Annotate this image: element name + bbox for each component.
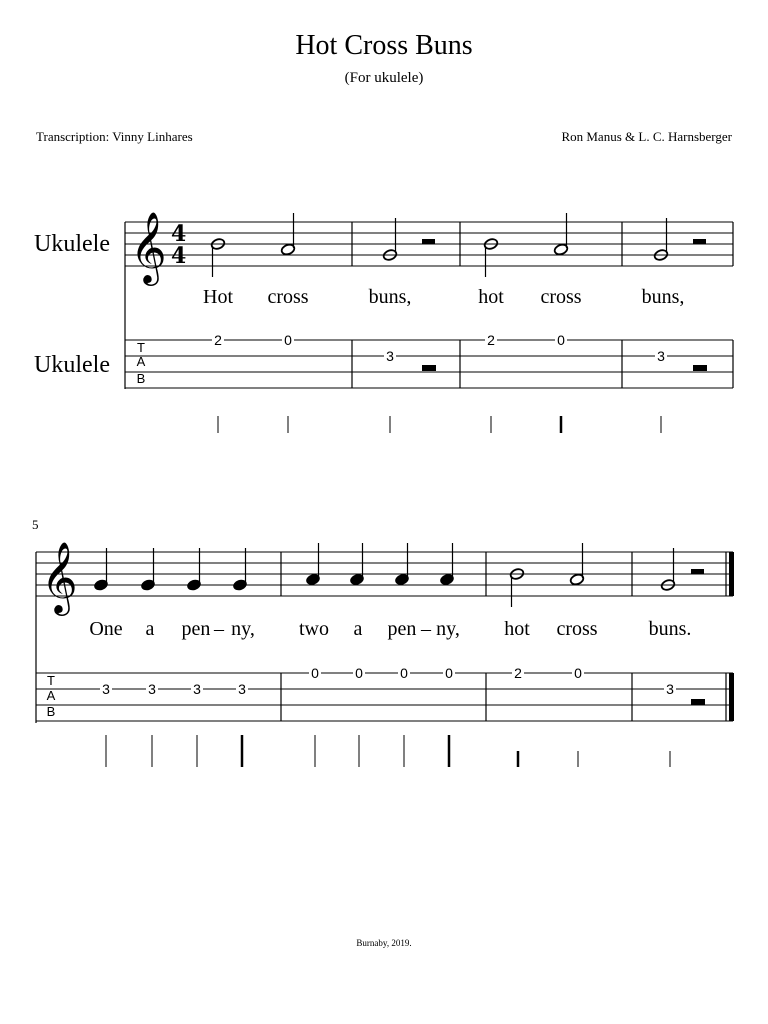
fret-number: 2 bbox=[514, 665, 522, 681]
tab-letter-t: T bbox=[137, 340, 145, 355]
tab-staff-label: Ukulele bbox=[34, 352, 110, 378]
note-a-half bbox=[569, 543, 584, 586]
fret-number: 0 bbox=[574, 665, 582, 681]
lyric-syllable: cross bbox=[556, 618, 598, 640]
fret-number: 2 bbox=[487, 332, 495, 348]
note-b-half bbox=[210, 238, 225, 277]
score-subtitle: (For ukulele) bbox=[344, 70, 424, 86]
tab-clef bbox=[47, 673, 56, 719]
lyric-syllable: ny, bbox=[231, 618, 255, 640]
tab-frets-line-2 bbox=[100, 665, 676, 697]
lyrics-line-1 bbox=[203, 286, 684, 308]
tab-half-rest bbox=[691, 699, 705, 705]
fret-number: 0 bbox=[284, 332, 292, 348]
tab-letter-b: B bbox=[46, 704, 56, 719]
tab-staff-lines bbox=[36, 673, 733, 721]
tab-letter-t: T bbox=[47, 673, 55, 688]
half-rest bbox=[422, 239, 435, 244]
quarter-notes-a bbox=[305, 543, 454, 586]
measure-number: 5 bbox=[32, 517, 39, 532]
note-a-half bbox=[553, 213, 568, 256]
fret-number: 3 bbox=[238, 681, 246, 697]
system-2 bbox=[32, 517, 734, 767]
lyric-syllable: buns, bbox=[641, 286, 685, 308]
fret-number: 0 bbox=[557, 332, 565, 348]
half-rest bbox=[693, 239, 706, 244]
note-a-half bbox=[280, 213, 295, 256]
lyric-syllable: Hot bbox=[203, 286, 233, 308]
tab-letter-a: A bbox=[46, 688, 56, 703]
score-title: Hot Cross Buns bbox=[295, 30, 473, 61]
lyric-syllable: cross bbox=[540, 286, 582, 308]
tab-barlines bbox=[352, 340, 733, 388]
tab-frets-line-1 bbox=[212, 332, 667, 364]
fret-number: 3 bbox=[148, 681, 156, 697]
footer-note: Burnaby, 2019. bbox=[356, 938, 412, 948]
standard-staff-label: Ukulele bbox=[34, 231, 110, 257]
treble-clef-icon: 𝄞 bbox=[130, 210, 167, 283]
fret-number: 3 bbox=[657, 348, 665, 364]
tab-half-rest bbox=[693, 365, 707, 371]
lyric-syllable: One bbox=[89, 618, 123, 640]
fret-number: 2 bbox=[214, 332, 222, 348]
lyric-syllable: hot bbox=[504, 618, 530, 640]
treble-clef-icon: 𝄞 bbox=[41, 540, 78, 613]
time-signature bbox=[171, 221, 186, 269]
final-barline bbox=[729, 673, 734, 721]
fret-number: 0 bbox=[445, 665, 453, 681]
lyric-syllable: cross bbox=[267, 286, 309, 308]
composer-credit: Ron Manus & L. C. Harnsberger bbox=[561, 129, 732, 144]
lyric-syllable: buns, bbox=[368, 286, 412, 308]
fret-number: 0 bbox=[355, 665, 363, 681]
lyrics-line-2 bbox=[89, 618, 691, 640]
lyric-syllable: two bbox=[299, 618, 329, 640]
rhythm-stems-2 bbox=[106, 735, 670, 767]
fret-number: 3 bbox=[666, 681, 674, 697]
time-signature-top: 4 bbox=[171, 221, 187, 247]
standard-staff-lines bbox=[36, 552, 733, 596]
lyric-syllable: a bbox=[145, 618, 155, 640]
fret-number: 3 bbox=[102, 681, 110, 697]
system-1 bbox=[34, 210, 733, 433]
tab-half-rest bbox=[422, 365, 436, 371]
lyric-syllable: pen bbox=[387, 618, 417, 640]
note-b-half bbox=[483, 238, 498, 277]
fret-number: 3 bbox=[386, 348, 394, 364]
tab-barlines bbox=[281, 673, 726, 721]
tab-clef bbox=[137, 340, 146, 386]
lyric-syllable: pen bbox=[181, 618, 211, 640]
transcriber-credit: Transcription: Vinny Linhares bbox=[36, 129, 193, 144]
fret-number: 0 bbox=[400, 665, 408, 681]
note-b-half bbox=[509, 568, 524, 607]
time-signature-bottom: 4 bbox=[171, 243, 187, 269]
lyric-syllable: buns. bbox=[648, 618, 692, 640]
lyric-syllable: a bbox=[353, 618, 363, 640]
fret-number: 0 bbox=[311, 665, 319, 681]
final-barline bbox=[729, 552, 734, 596]
rhythm-stems-1 bbox=[218, 416, 661, 433]
lyric-syllable: ny, bbox=[436, 618, 460, 640]
fret-number: 3 bbox=[193, 681, 201, 697]
lyric-hyphen: – bbox=[421, 618, 431, 640]
lyric-hyphen: – bbox=[214, 618, 224, 640]
tab-letter-a: A bbox=[136, 354, 146, 369]
half-rest bbox=[691, 569, 704, 574]
tab-letter-b: B bbox=[136, 371, 146, 386]
lyric-syllable: hot bbox=[478, 286, 504, 308]
